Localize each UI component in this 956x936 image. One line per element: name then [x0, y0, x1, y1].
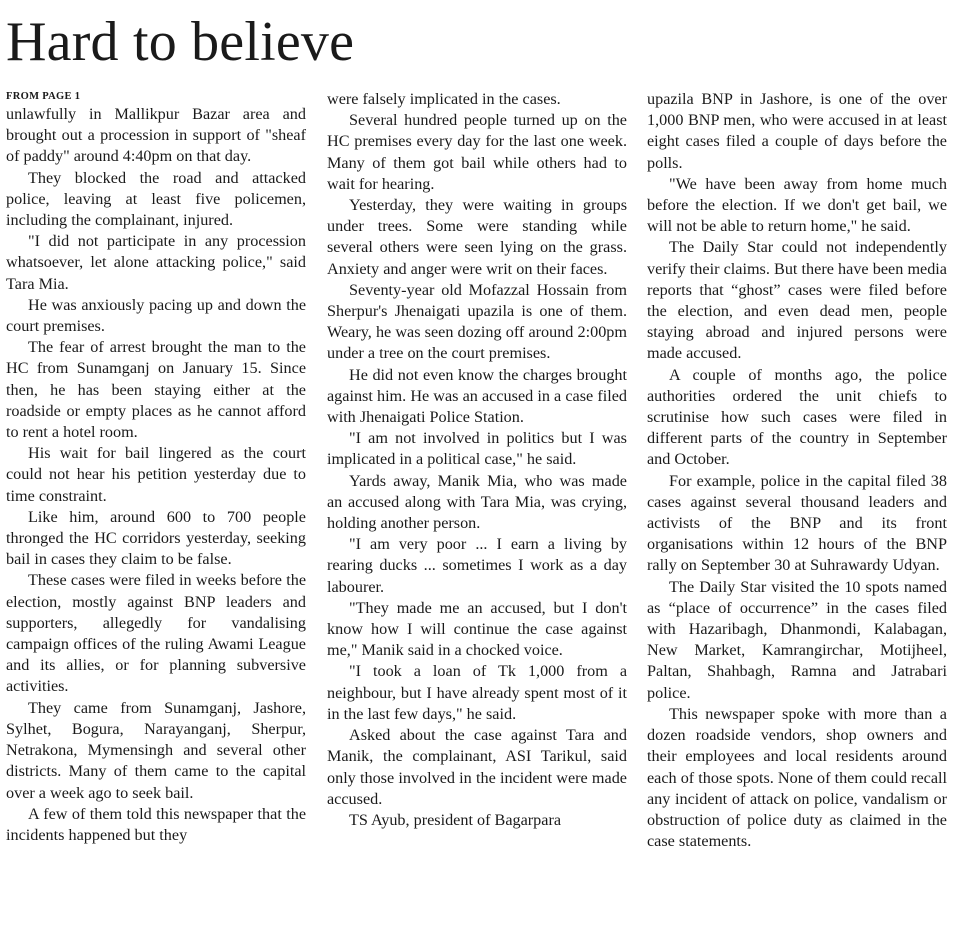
paragraph: This newspaper spoke with more than a dozen roadside vendors, shop owners and their employees and local residents around each of those spots. None of them could recall any incident of attack on police, vandalism or obstruction of police duty as claimed in the case statements. [647, 704, 947, 851]
paragraph: Asked about the case against Tara and Manik, the complainant, ASI Tarikul, said only those involved in the incident were made accused. [327, 726, 627, 808]
article-column-2 [327, 89, 627, 831]
continuation-kicker: FROM PAGE 1 [6, 91, 81, 102]
paragraph: A few of them told this newspaper that the incidents happened but they [6, 804, 306, 844]
paragraph: His wait for bail lingered as the court could not hear his petition yesterday due to time constraint. [6, 444, 306, 505]
paragraph: Yards away, Manik Mia, who was made an accused along with Tara Mia, was crying, holding another person. [327, 471, 627, 533]
article-column-3 [647, 89, 947, 852]
paragraph: A couple of months ago, the police authorities ordered the unit chiefs to scrutinise how such cases were filed in different parts of the country in September and October. [647, 365, 947, 469]
paragraph: were falsely implicated in the cases. [327, 90, 561, 108]
paragraph: He did not even know the charges brought against him. He was an accused in a case filed with Jhenaigati Police Station. [327, 365, 627, 427]
paragraph: The Daily Star could not independently verify their claims. But there have been media reports that “ghost” cases were filed before the election, and even dead men, people staying abroad and injured persons were made accused. [647, 238, 947, 363]
paragraph: "They made me an accused, but I don't know how I will continue the case against me," Manik said in a chocked voice. [327, 598, 627, 660]
paragraph: They came from Sunamganj, Jashore, Sylhet, Bogura, Narayanganj, Sherpur, Netrakona, Mymensingh and several other districts. Many of them came to the capital over a week ago to seek bail. [6, 698, 306, 802]
article-headline: Hard to believe [6, 11, 355, 73]
paragraph: "I am very poor ... I earn a living by rearing ducks ... sometimes I work as a day labourer. [327, 535, 627, 596]
article-column-1 [6, 91, 306, 846]
paragraph: For example, police in the capital filed 38 cases against several thousand leaders and activists of the BNP and its front organisations within 12 hours of the BNP rally on September 30 at Suhrawardy Udyan. [647, 471, 947, 575]
paragraph: He was anxiously pacing up and down the court premises. [6, 295, 306, 336]
paragraph: "I took a loan of Tk 1,000 from a neighbour, but I have already spent most of it in the last few days," he said. [327, 662, 627, 723]
paragraph: Seventy-year old Mofazzal Hossain from Sherpur's Jhenaigati upazila is one of them. Weary, he was seen dozing off around 2:00pm under a tree on the court premises. [327, 280, 627, 363]
paragraph: upazila BNP in Jashore, is one of the over 1,000 BNP men, who were accused in at least eight cases filed a couple of days before the polls. [647, 90, 947, 172]
paragraph: unlawfully in Mallikpur Bazar area and brought out a procession in support of "sheaf of paddy" around 4:40pm on that day. [6, 105, 306, 166]
paragraph: "I did not participate in any procession whatsoever, let alone attacking police," said Tara Mia. [6, 232, 306, 293]
paragraph: TS Ayub, president of Bagarpara [349, 810, 562, 829]
paragraph: "We have been away from home much before the election. If we don't get bail, we will not be able to return home," he said. [647, 174, 947, 236]
paragraph: These cases were filed in weeks before the election, mostly against BNP leaders and supporters, allegedly for vandalising campaign offices of the ruling Awami League and its allies, or for planning subversive activities. [6, 571, 306, 696]
paragraph: Yesterday, they were waiting in groups under trees. Some were standing while several others were seen lying on the grass. Anxiety and anger were writ on their faces. [327, 196, 627, 278]
paragraph: "I am not involved in politics but I was implicated in a political case," he said. [327, 429, 627, 469]
paragraph: The Daily Star visited the 10 spots named as “place of occurrence” in the cases filed with Hazaribagh, Dhanmondi, Kalabagan, New Market, Kamrangirchar, Motijheel, Paltan, Shahbagh, Ramna and Jatrabari police. [647, 577, 947, 702]
paragraph: The fear of arrest brought the man to the HC from Sunamganj on January 15. Since then, he has been staying either at the roadside or empty places as he cannot afford to rent a hotel room. [6, 338, 306, 442]
paragraph: They blocked the road and attacked police, leaving at least five policemen, including the complainant, injured. [6, 168, 306, 230]
paragraph: Like him, around 600 to 700 people thronged the HC corridors yesterday, seeking bail in cases they claim to be false. [6, 507, 306, 569]
paragraph: Several hundred people turned up on the HC premises every day for the last one week. Many of them got bail while others had to wait for hearing. [327, 111, 627, 193]
